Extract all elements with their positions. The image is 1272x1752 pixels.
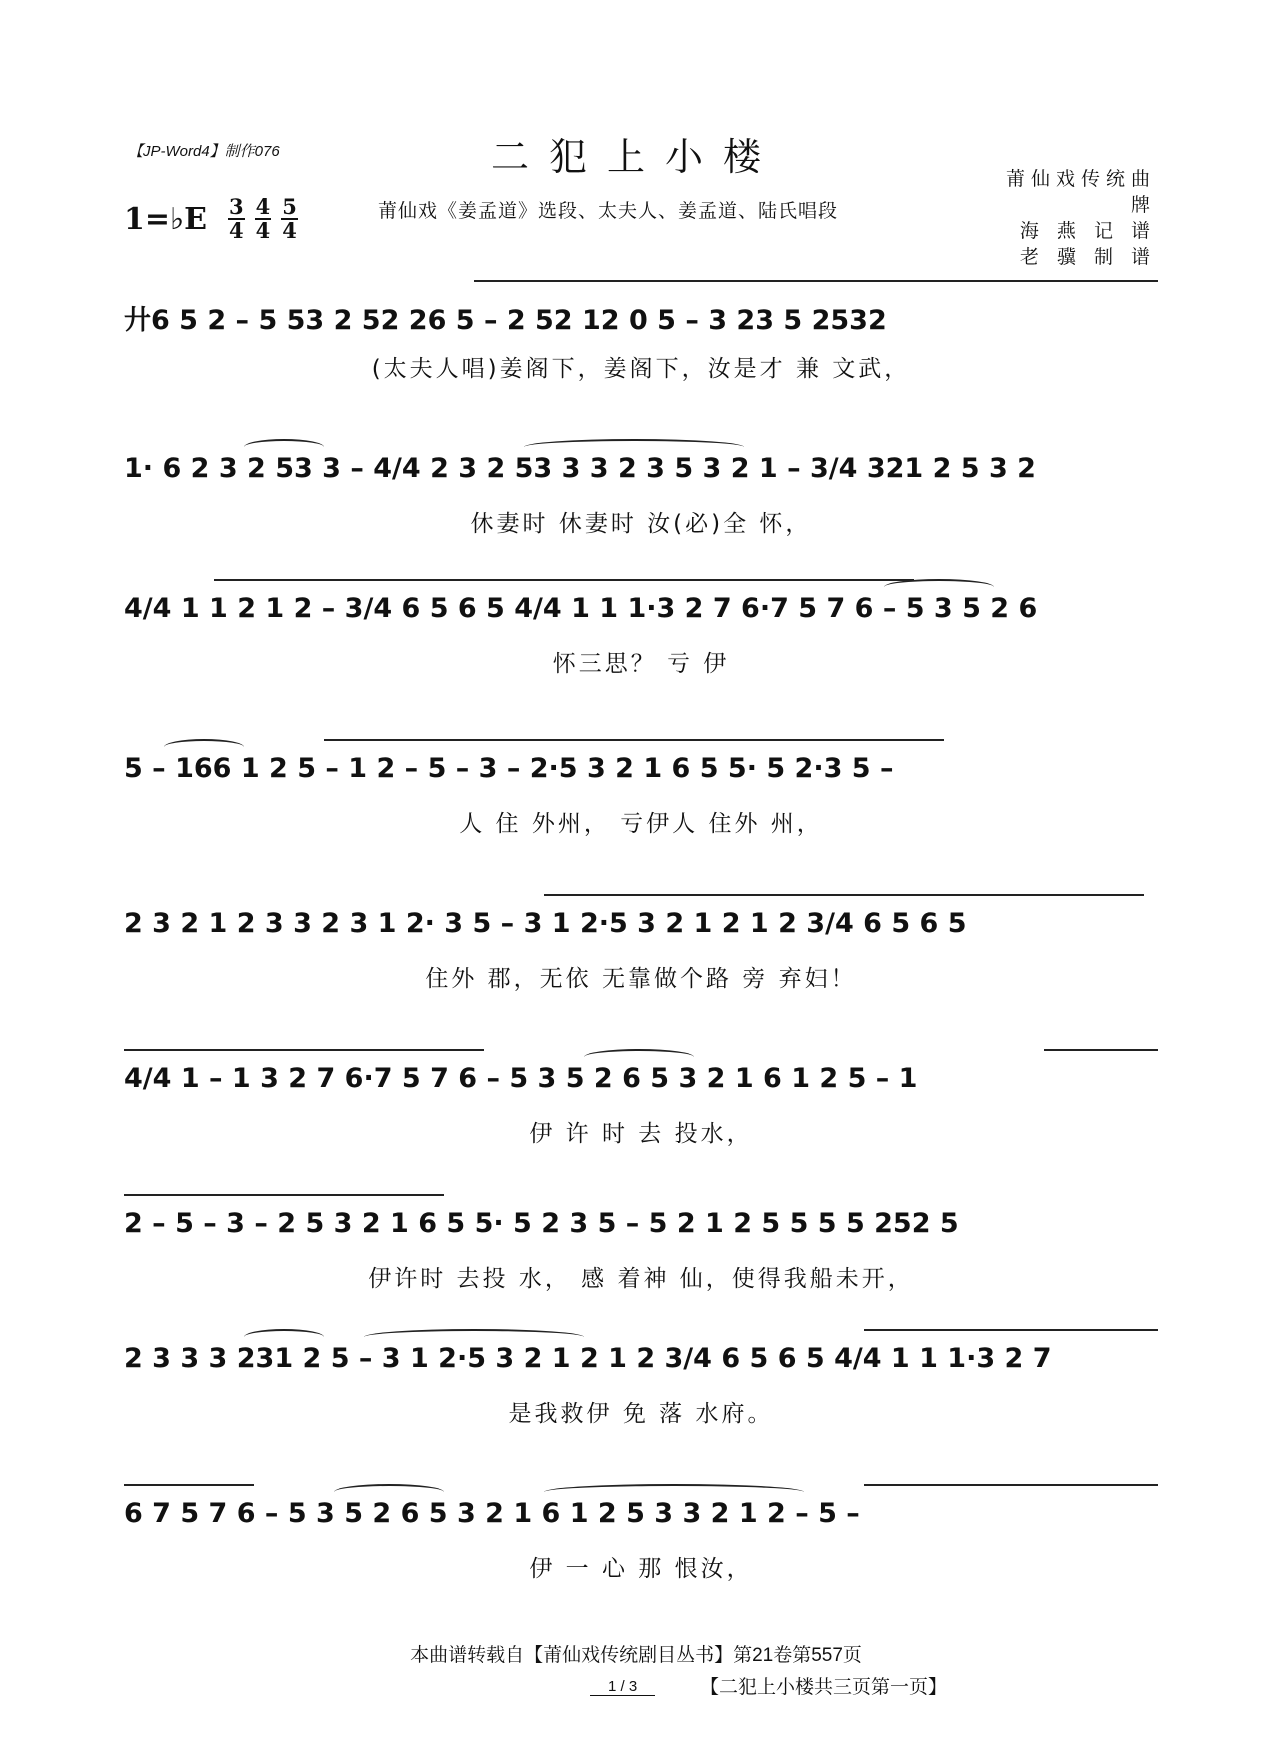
- notation-line: 4/4 1 – 1 3 2 7 6·7 5 7 6 – 5 3 5 2 6 5 3 2 1 6 1 2 5 – 1: [124, 1063, 918, 1094]
- score-row-7: [124, 1200, 1158, 1310]
- credits: [990, 166, 1156, 270]
- score-row-9: [124, 1490, 1158, 1600]
- page-note: 【二犯上小楼共三页第一页】: [700, 1677, 948, 1698]
- lyrics-line: 人 住 外州， 亏伊人 住外 州，: [459, 811, 823, 837]
- notation-line: 2 3 2 1 2 3 3 2 3 1 2· 3 5 – 3 1 2·5 3 2 1 2 1 2 3/4 6 5 6 5: [124, 908, 967, 939]
- song-title: 二犯上小楼: [490, 135, 781, 179]
- score-row-2: [124, 445, 1158, 555]
- notation-line: 6 7 5 7 6 – 5 3 5 2 6 5 3 2 1 6 1 2 5 3 3 2 1 2 – 5 –: [124, 1498, 860, 1529]
- notation-line: 廾6 5 2 – 5 53 2 52 26 5 – 2 52 12 0 5 – 3 23 5 2532: [124, 305, 887, 336]
- time-signature-3: $\frac{5}{4}$: [282, 194, 297, 243]
- score-row-4: [124, 745, 1158, 855]
- maker-label: 【JP-Word4】制作076: [128, 143, 280, 160]
- time-signatures: [228, 196, 298, 242]
- lyrics-line: 伊 许 时 去 投水，: [529, 1121, 753, 1147]
- score-row-3: [124, 585, 1158, 695]
- lyrics-line: 住外 郡，无依 无靠做个路 旁 弃妇！: [425, 966, 857, 992]
- credit-typesetter: 老 骥 制 谱: [1019, 246, 1156, 268]
- score-row-1: [124, 290, 1158, 400]
- notation-line: 5 – 166 1 2 5 – 1 2 – 5 – 3 – 2·5 3 2 1 6 5 5· 5 2·3 5 –: [124, 753, 894, 784]
- lyrics-line: 休妻时 休妻时 汝(必)全 怀，: [470, 511, 812, 537]
- time-signature-2: $\frac{4}{4}$: [255, 194, 271, 243]
- page-number: 1 / 3: [590, 1678, 655, 1696]
- score-row-6: [124, 1055, 1158, 1165]
- score-row-5: [124, 900, 1158, 1010]
- lyrics-line: 是我救伊 免 落 水府。: [508, 1401, 774, 1427]
- subtitle: 莆仙戏《姜孟道》选段、太夫人、姜孟道、陆氏唱段: [378, 200, 839, 222]
- key-signature: 1=♭E: [124, 202, 208, 237]
- notation-line: 2 3 3 3 231 2 5 – 3 1 2·5 3 2 1 2 1 2 3/4 6 5 6 5 4/4 1 1 1·3 2 7: [124, 1343, 1052, 1374]
- notation-line: 1· 6 2 3 2 53 3 – 4/4 2 3 2 53 3 3 2 3 5 3 2 1 – 3/4 321 2 5 3 2: [124, 453, 1036, 484]
- notation-line: 4/4 1 1 2 1 2 – 3/4 6 5 6 5 4/4 1 1 1·3 2 7 6·7 5 7 6 – 5 3 5 2 6: [124, 593, 1038, 624]
- lyrics-line: (太夫人唱)姜阁下，姜阁下，汝是才 兼 文武，: [371, 356, 911, 382]
- score-row-8: [124, 1335, 1158, 1445]
- notation-line: 2 – 5 – 3 – 2 5 3 2 1 6 5 5· 5 2 3 5 – 5 2 1 2 5 5 5 5 252 5: [124, 1208, 959, 1239]
- lyrics-line: 伊许时 去投 水， 感 着神 仙，使得我船未开，: [368, 1266, 914, 1292]
- lyrics-line: 怀三思？ 亏 伊: [552, 651, 730, 677]
- time-signature-1: $\frac{3}{4}$: [229, 194, 244, 243]
- credit-genre: 莆仙戏传统曲牌: [1005, 168, 1156, 216]
- credit-transcriber: 海 燕 记 谱: [1019, 220, 1156, 242]
- lyrics-line: 伊 一 心 那 恨汝，: [529, 1556, 753, 1582]
- source-note: 本曲谱转载自【莆仙戏传统剧目丛书】第21卷第557页: [410, 1645, 862, 1666]
